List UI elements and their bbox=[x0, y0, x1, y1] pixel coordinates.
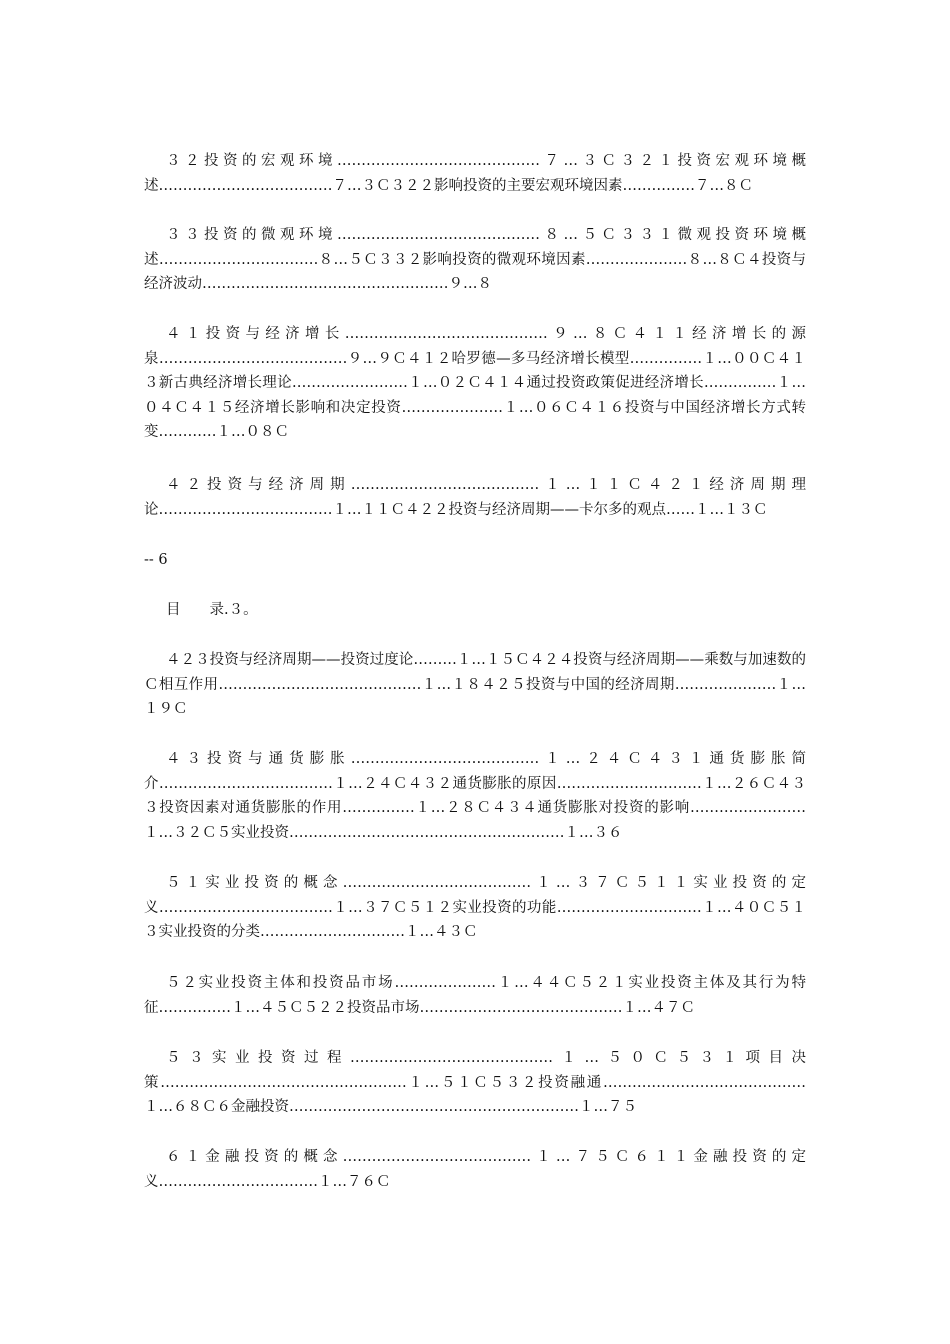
toc-paragraph: ３３投资的微观环境……………………………………８…５Ｃ３３１微观投资环境概述……………………………８…５Ｃ３３２影响投资的微观环境因素…………………８…８Ｃ４投资与经济波动……………………………………………９…８ bbox=[144, 227, 806, 292]
toc-paragraph: ５３实业投资过程……………………………………１…５０Ｃ５３１项目决策……………………………………………１…５１Ｃ５３２投资融通……………………………………１…６８Ｃ６金融投资……………………………………………………１…７５ bbox=[144, 1050, 806, 1115]
toc-paragraph: ６１金融投资的概念…………………………………１…７５Ｃ６１１金融投资的定义……………………………１…７６Ｃ bbox=[144, 1149, 806, 1190]
toc-paragraph: ５２实业投资主体和投资品市场…………………１…４４Ｃ５２１实业投资主体及其行为特征……………１…４５Ｃ５２２投资品市场……………………………………１…４７Ｃ bbox=[144, 975, 806, 1016]
toc-paragraph: ３２投资的宏观环境……………………………………７…３Ｃ３２１投资宏观环境概述………………………………７…３Ｃ３２２影响投资的主要宏观环境因素……………７…８Ｃ bbox=[144, 153, 806, 194]
page-number-marker: -- 6 bbox=[144, 552, 168, 568]
toc-paragraph: ４２３投资与经济周期——投资过度论………１…１５Ｃ４２４投资与经济周期——乘数与加速数的Ｃ相互作用……………………………………１…１８４２５投资与中国的经济周期…………………１…１９Ｃ bbox=[144, 652, 806, 717]
toc-paragraph: ５１实业投资的概念…………………………………１…３７Ｃ５１１实业投资的定义………………………………１…３７Ｃ５１２实业投资的功能…………………………１…４０Ｃ５１３实业投资的分类…………………………１…４３Ｃ bbox=[144, 875, 806, 940]
toc-paragraph: ４３投资与通货膨胀…………………………………１…２４Ｃ４３１通货膨胀简介………………………………１…２４Ｃ４３２通货膨胀的原因…………………………１…２６Ｃ４３３投资因素对通货膨胀的作用……………１…２８Ｃ４３４通货膨胀对投资的影响……………………１…３２Ｃ５实业投资…………………………………………………１…３６ bbox=[144, 751, 806, 841]
toc-paragraph: ４２投资与经济周期…………………………………１…１１Ｃ４２１经济周期理论………………………………１…１１Ｃ４２２投资与经济周期——卡尔多的观点……１…１３Ｃ bbox=[144, 477, 806, 518]
toc-heading: 目 录.３。 bbox=[166, 602, 258, 618]
toc-paragraph: ４１投资与经济增长……………………………………９…８Ｃ４１１经济增长的源泉…………………………………９…９Ｃ４１２哈罗德—多马经济增长模型……………１…００Ｃ４１３新古典经济增长理论……………………１…０２Ｃ４１４通过投资政策促进经济增长……………１…０４Ｃ４１５经济增长影响和决定投资…………………１…０６Ｃ４１６投资与中国经济增长方式转变…………１…０８Ｃ bbox=[144, 326, 806, 440]
